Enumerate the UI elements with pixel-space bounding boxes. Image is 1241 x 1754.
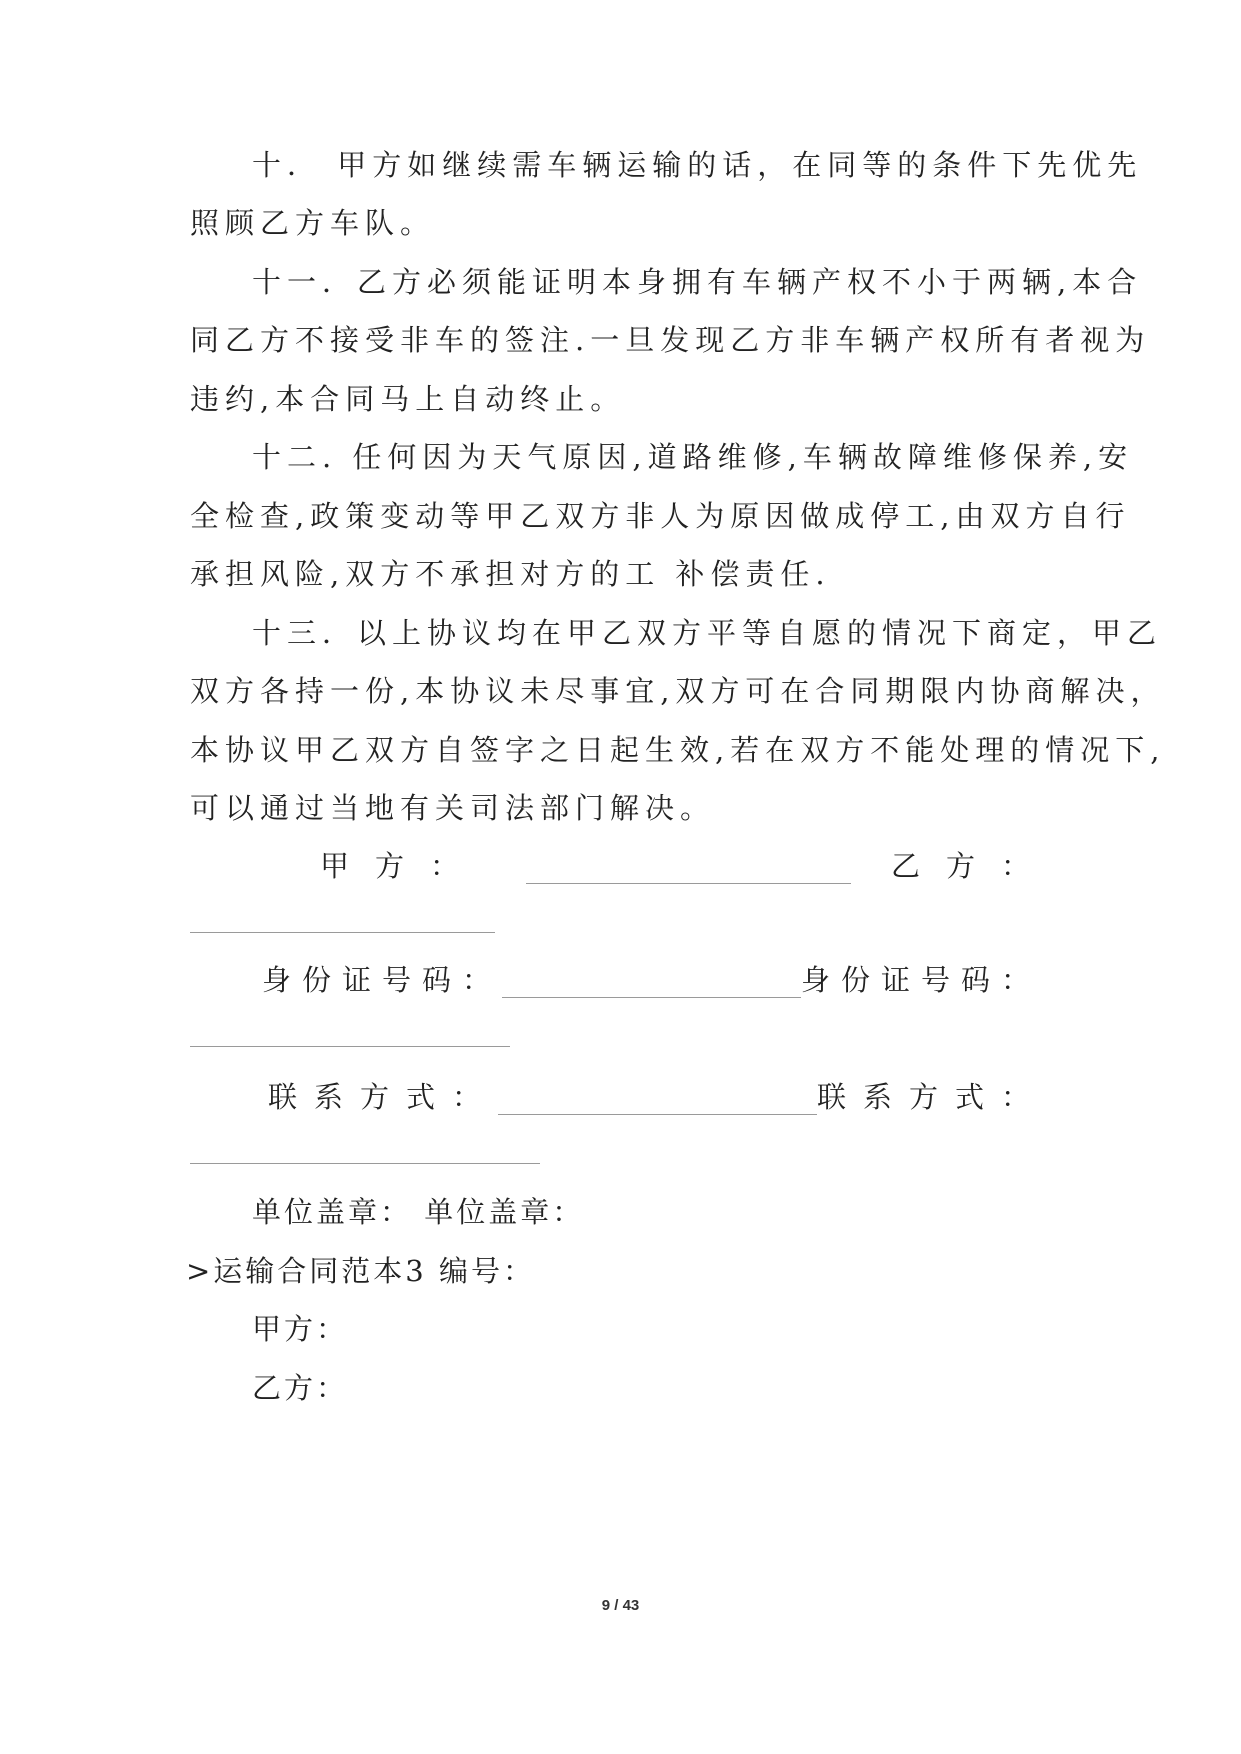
next-contract-party-a: 甲方： [252, 1312, 349, 1346]
id-b-blank [190, 1046, 510, 1047]
party-a-label: 甲方： [320, 849, 486, 883]
contact-b-blank [190, 1163, 540, 1164]
seal-line: 单位盖章： 单位盖章： [252, 1195, 585, 1229]
clause-12-line-3: 承担风险,双方不承担对方的工 补偿责任. [190, 557, 831, 591]
clause-10-line-1: 十． 甲方如继续需车辆运输的话，在同等的条件下先优先 [252, 148, 1143, 182]
clause-10-line-2: 照顾乙方车队。 [190, 206, 436, 240]
id-label-b: 身份证号码： [800, 963, 1041, 997]
contact-row [268, 1079, 1047, 1115]
id-label-a: 身份证号码： [262, 963, 503, 997]
contact-label-b: 联系方式： [816, 1080, 1047, 1114]
next-contract-title: >运输合同范本3 编号： [186, 1254, 535, 1288]
party-b-label: 乙方： [890, 849, 1056, 883]
party-a-blank [526, 882, 851, 884]
id-row [262, 962, 1041, 998]
clause-12-line-2: 全检查,政策变动等甲乙双方非人为原因做成停工,由双方自行 [190, 499, 1131, 533]
clause-13-line-3: 本协议甲乙双方自签字之日起生效,若在双方不能处理的情况下, [190, 733, 1166, 767]
page-number: 9 / 43 [601, 1597, 640, 1614]
clause-11-line-1: 十一．乙方必须能证明本身拥有车辆产权不小于两辆,本合 [252, 265, 1143, 299]
clause-11-line-3: 违约,本合同马上自动终止。 [190, 382, 626, 416]
contact-label-a: 联系方式： [268, 1080, 499, 1114]
party-row [320, 848, 1056, 884]
clause-13-line-1: 十三．以上协议均在甲乙双方平等自愿的情况下商定，甲乙 [252, 616, 1163, 650]
next-contract-party-b: 乙方： [252, 1371, 349, 1405]
contact-a-blank [498, 1113, 817, 1115]
party-b-blank [190, 932, 495, 933]
clause-13-line-2: 双方各持一份,本协议未尽事宜,双方可在合同期限内协商解决， [190, 674, 1166, 708]
id-a-blank [502, 996, 801, 998]
clause-12-line-1: 十二. 任何因为天气原因,道路维修,车辆故障维修保养,安 [252, 440, 1134, 474]
clause-11-line-2: 同乙方不接受非车的签注.一旦发现乙方非车辆产权所有者视为 [190, 323, 1151, 357]
clause-13-line-4: 可以通过当地有关司法部门解决。 [190, 791, 716, 825]
